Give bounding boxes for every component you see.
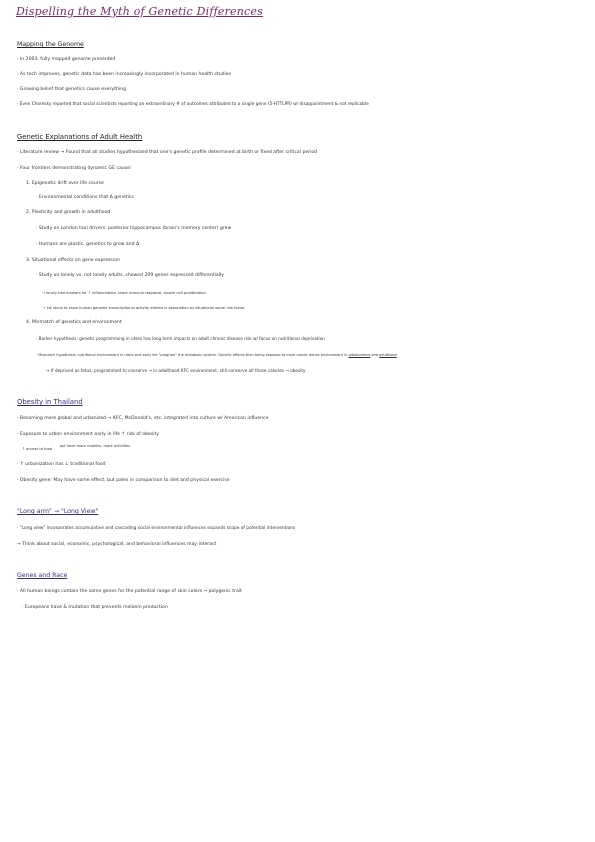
section-heading-mapping: Mapping the Genome: [17, 41, 84, 48]
list-item: 2. Plasticity and growth in adulthood: [26, 210, 111, 215]
list-item: · Literature review → Found that all studies hypothesized that one's genetic profile determined at birth or fixed after critical period: [17, 150, 318, 155]
list-item: · Becoming more global and urbanized → KFC, McDonald's, etc. integrated into culture w/ American influence: [17, 416, 269, 421]
conjunction: and: [371, 353, 378, 357]
list-item: · Obesity gene: May have some effect, but pales in comparison to diet and physical exercise: [17, 478, 230, 483]
list-item: · Barker hypothesis: genetic programming in utero has long term impacts on adult chronic disease risk w/ focus on nutritional deprivation: [36, 336, 325, 341]
list-item: · Exposure to urban environment early in life ↑ risk of obesity: [17, 432, 160, 437]
list-item: · Europeans have & mutation that prevents melanin production: [22, 605, 168, 610]
list-item: · All human beings contain the same genes for the potential range of skin colors → polygenic trait: [17, 589, 242, 594]
section-heading-thailand: Obesity in Thailand: [17, 398, 83, 406]
list-item: → Think about social, economic, psychological, and behavioral influences may interact: [17, 542, 217, 547]
section-heading-longview: "Long arm" → "Long View": [17, 508, 99, 515]
list-item: · ↑ urbanization has ↓ traditional food: [17, 462, 106, 467]
list-item: → If deprived as fetus, programmed to conserve → in adulthood KFC environment, still conserve all those calories → obesity: [46, 368, 306, 373]
list-item: [36, 352, 397, 358]
list-item: 4. Mismatch of genetics and environment: [26, 320, 122, 325]
underlined-word: adulthood: [379, 353, 397, 357]
annotation: ↑ access to food: [22, 447, 53, 451]
list-item: → 1st study to show human genome transcriptional activity altered in association w/ situational social risk factor: [42, 306, 245, 310]
list-item: · As tech improves, genetic data has been increasingly incorporated in human health studies: [17, 72, 232, 77]
mismatch-text: · Mismatch hypothesis: nutritional environment in utero and early life "program" the metabolic system. Genetic effects then being exposed to more caloric dense environment in: [36, 353, 348, 357]
list-item: 1. Epigenetic drift over life course: [26, 181, 104, 186]
list-item: · Study on lonely vs. not lonely adults, showed 209 genes expressed differentially: [36, 273, 224, 278]
underlined-word: adolescence: [348, 353, 371, 357]
list-item: · "Long view" incorporates accumulative and cascading social environmental influences expands scope of potential interventions: [17, 526, 296, 531]
page-title: Dispelling the Myth of Genetic Differences: [16, 5, 263, 18]
list-item: · Study on London taxi drivers: posterior hippocampus (brain's memory center) grew: [36, 226, 232, 231]
list-item: · Humans are plastic, genetics to grow and Δ: [36, 242, 140, 247]
list-item: · Environmental conditions that Δ genetics: [36, 195, 134, 200]
list-item: · Even Chomsky reported that social scientists reporting an extraordinary # of outcomes attributed to a single gene (5-HTTLPR) w/ disappointment & not replicable: [17, 102, 369, 107]
list-item: · Growing belief that genetics cause everything: [17, 87, 127, 92]
list-item: · In 2003, fully mapped genome presented: [17, 57, 116, 62]
list-item: → lonely had markers for ↑ inflammation, lower immune response, slower cell proliferation: [42, 291, 206, 295]
list-item: · Four frontiers demonstrating dynamic GE cause:: [17, 166, 132, 171]
annotation: ppl have more mobiles, more activities: [60, 444, 131, 448]
section-heading-genes: Genes and Race: [17, 572, 68, 579]
list-item: 3. Situational effects on gene expression: [26, 258, 120, 263]
section-heading-genetic: Genetic Explanations of Adult Health: [17, 133, 143, 141]
